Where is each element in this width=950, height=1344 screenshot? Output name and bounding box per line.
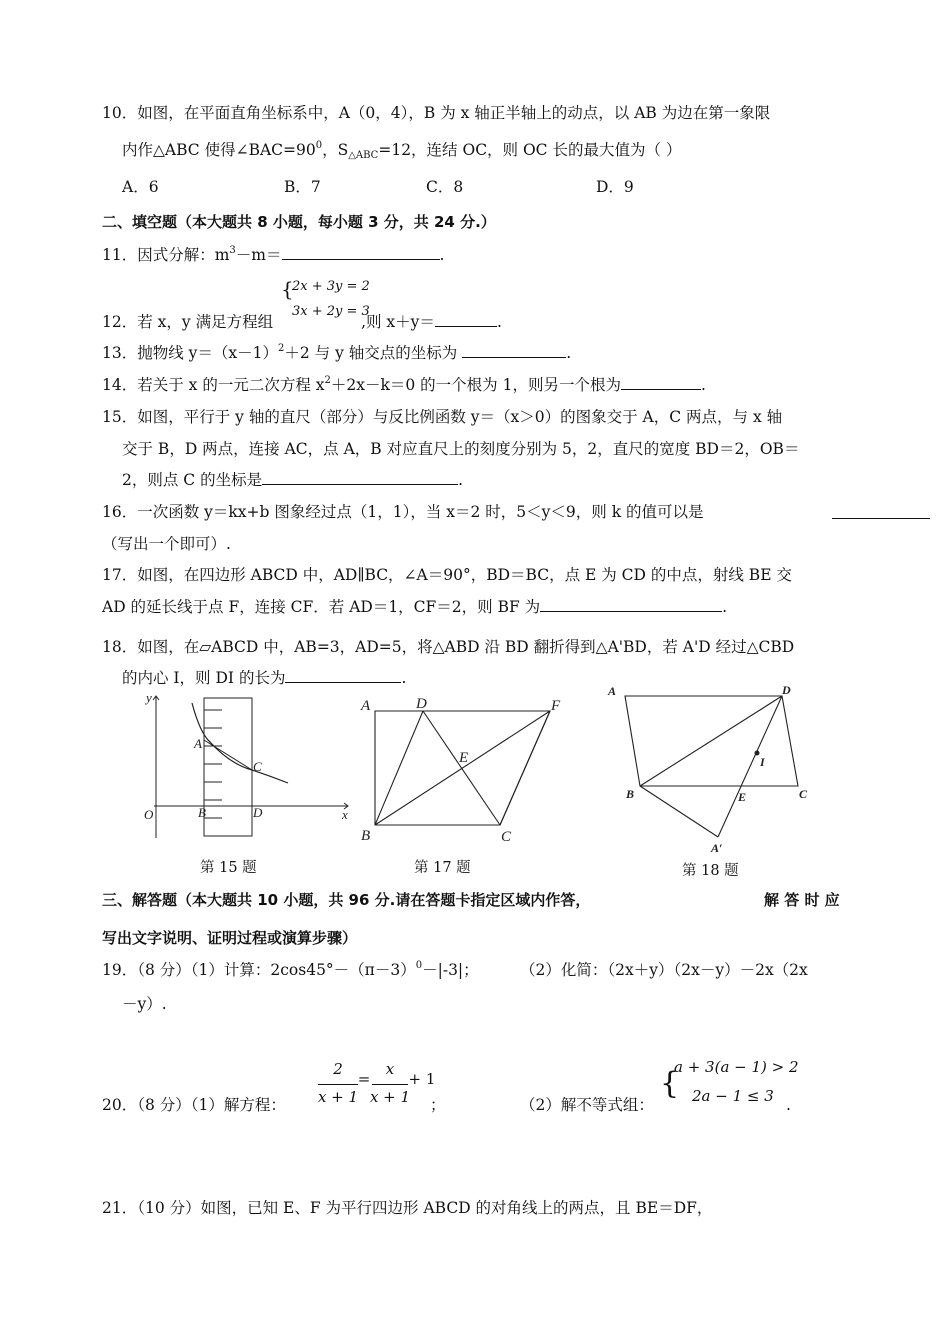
- fig18-label-a-prime: A′: [711, 841, 723, 855]
- figure-15: [140, 688, 355, 843]
- fig18-label-b: B: [626, 787, 635, 801]
- q12-brace: {: [281, 277, 294, 301]
- q10-option-d: D．9: [596, 178, 634, 196]
- fig18-label-a: A: [608, 684, 617, 698]
- q20-semicolon: ；: [430, 1096, 446, 1114]
- q20-frac2-num: x: [385, 1060, 395, 1078]
- q19-part1-sup: 0: [415, 960, 423, 971]
- q20-equals: =: [357, 1070, 371, 1088]
- q19-line2: －y）.: [122, 995, 167, 1013]
- q13: [102, 342, 571, 367]
- fig17-line-bd: [375, 711, 423, 825]
- q17-answer-blank[interactable]: [540, 596, 722, 612]
- q20-frac2-bar: [372, 1084, 408, 1085]
- q12: [102, 311, 502, 333]
- fig18-diagonal-bd: [640, 696, 782, 786]
- q16-line2: （写出一个即可）.: [102, 535, 231, 553]
- q20-label: 20．（8 分）（1）解方程：: [102, 1096, 286, 1114]
- q20-frac1-num: 2: [333, 1060, 343, 1078]
- q11-b: －m＝: [235, 246, 282, 264]
- fig15-label-a: A: [194, 736, 202, 751]
- section3-heading-line1: 三、解答题（本大题共 10 小题，共 96 分.请在答题卡指定区域内作答，: [102, 891, 591, 909]
- q10-line2-sub: △ABC: [348, 150, 379, 161]
- q10-line2-sup: 0: [315, 140, 323, 151]
- q20-frac1-bar: [318, 1084, 358, 1085]
- q14-b: ＋2x－k＝0 的一个根为 1，则另一个根为: [330, 376, 621, 394]
- q12-eq1: 2x + 3y = 2: [292, 279, 370, 294]
- q11-end: .: [439, 246, 445, 264]
- q15-line3: [122, 469, 463, 491]
- fig15-label-d: D: [253, 805, 263, 820]
- q15-end: .: [458, 471, 464, 489]
- q17-line2: [102, 596, 727, 618]
- q17-line2-text: AD 的延长线于点 F，连接 CF．若 AD＝1，CF＝2，则 BF 为: [102, 598, 541, 616]
- fig17-label-d: D: [416, 696, 427, 712]
- q14-answer-blank[interactable]: [621, 374, 701, 390]
- q20-ineq2: 2a − 1 ≤ 3: [692, 1087, 774, 1105]
- q10-line2-a: 内作△ABC 使得∠BAC=90: [122, 141, 316, 159]
- q20-brace: {: [660, 1066, 680, 1101]
- fig15-label-y: y: [146, 690, 152, 705]
- q20-plus-one: + 1: [408, 1070, 436, 1088]
- q14-a: 14．若关于 x 的一元二次方程 x: [102, 376, 325, 394]
- q15-line1: 15．如图，平行于 y 轴的直尺（部分）与反比例函数 y＝（x＞0）的图象交于 A，C 两点，与 x 轴: [102, 408, 783, 426]
- q11-a: 11．因式分解：m: [102, 246, 230, 264]
- q12-system-eq1: [281, 277, 370, 301]
- fig17-line-bf: [375, 711, 550, 825]
- fig18-label-c: C: [799, 787, 808, 801]
- q13-sup: 2: [278, 343, 285, 354]
- q16-answer-blank[interactable]: [832, 503, 930, 519]
- section2-heading: 二、填空题（本大题共 8 小题，每小题 3 分，共 24 分.）: [102, 213, 496, 231]
- q17-end: .: [722, 598, 728, 616]
- q10-line2: [122, 139, 681, 164]
- fig15-segment-ac: [204, 740, 252, 770]
- fig17-label-b: B: [361, 828, 371, 844]
- figure-17: [355, 693, 575, 848]
- fig15-label-o: O: [144, 807, 154, 822]
- q19-part1-a: 19．（8 分）（1）计算：2cos45°－（π－3）: [102, 961, 416, 979]
- fig17-label-f: F: [551, 698, 561, 714]
- fig17-line-dc: [423, 711, 500, 825]
- q12-answer-blank[interactable]: [435, 311, 497, 327]
- q13-answer-blank[interactable]: [462, 342, 566, 358]
- q15-line2: 交于 B，D 两点，连接 AC，点 A，B 对应直尺上的刻度分别为 5，2，直尺的宽度 BD＝2，OB＝: [122, 440, 800, 458]
- q10-option-c: C．8: [426, 178, 464, 196]
- q19-line1: [102, 959, 479, 984]
- fig18-caption: 第 18 题: [682, 863, 739, 879]
- q14: [102, 374, 706, 399]
- q13-b: ＋2 与 y 轴交点的坐标为: [284, 344, 463, 362]
- q20-ineq1: a + 3(a − 1) > 2: [674, 1058, 799, 1076]
- q18-answer-blank[interactable]: [285, 667, 401, 683]
- q14-sup: 2: [324, 375, 331, 386]
- q20-frac1-den: x + 1: [317, 1088, 359, 1106]
- q18-end: .: [401, 669, 407, 687]
- q20-end: .: [786, 1096, 791, 1114]
- q10-line2-c: =12，连结 OC，则 OC 长的最大值为（ ）: [378, 141, 682, 159]
- figure-18: [600, 680, 820, 855]
- fig15-label-x: x: [342, 807, 348, 822]
- q20-part2-label: （2）解不等式组：: [520, 1096, 654, 1114]
- fig18-label-d: D: [782, 683, 791, 697]
- fig17-label-c: C: [501, 829, 512, 845]
- fig17-caption: 第 17 题: [414, 860, 471, 876]
- fig18-label-e: E: [738, 790, 747, 804]
- q10-option-a: A．6: [122, 178, 159, 196]
- q12-a: 12．若 x，y 满足方程组: [102, 313, 274, 331]
- q10-line2-b: ，S: [322, 141, 349, 159]
- q11-sup: 3: [229, 245, 236, 256]
- fig17-line-cf: [500, 711, 550, 825]
- fig15-caption: 第 15 题: [200, 860, 257, 876]
- q10-line1: 10．如图，在平面直角坐标系中，A（0，4），B 为 x 轴正半轴上的动点，以 AB 为边在第一象限: [102, 104, 771, 122]
- q14-end: .: [700, 376, 706, 394]
- q12-end: .: [496, 313, 502, 331]
- q12-system-eq2: 3x + 2y = 3: [292, 304, 370, 319]
- fig18-line-da2: [718, 696, 782, 837]
- fig15-ruler-ticks: [204, 710, 222, 818]
- q21-line1: 21．（10 分）如图，已知 E、F 为平行四边形 ABCD 的对角线上的两点，且 BE＝DF，: [102, 1199, 713, 1217]
- q15-answer-blank[interactable]: [262, 469, 458, 485]
- q11: [102, 244, 444, 269]
- section3-heading-line1-right: 解 答 时 应: [764, 891, 840, 909]
- fig15-curve: [192, 703, 288, 783]
- q18-line2: [122, 667, 406, 689]
- q19-part1-b: －|-3|；: [422, 961, 479, 979]
- q13-a: 13．抛物线 y＝（x－1）: [102, 344, 279, 362]
- q11-answer-blank[interactable]: [282, 244, 440, 260]
- fig15-label-c: C: [253, 759, 262, 774]
- fig17-label-e: E: [459, 750, 469, 766]
- q15-line3-text: 2，则点 C 的坐标是: [122, 471, 263, 489]
- q18-line1: 18．如图，在▱ABCD 中，AB=3，AD=5，将△ABD 沿 BD 翻折得到△A'BD，若 A'D 经过△CBD: [102, 638, 795, 656]
- fig18-label-i: I: [760, 755, 765, 769]
- q10-option-b: B．7: [284, 178, 321, 196]
- q12-b: ,则 x＋y＝: [361, 313, 435, 331]
- q19-part2: （2）化简：（2x＋y）（2x－y）－2x（2x: [520, 961, 808, 979]
- section3-heading-line2: 写出文字说明、证明过程或演算步骤）: [102, 929, 358, 947]
- q17-line1: 17．如图，在四边形 ABCD 中，AD∥BC，∠A＝90°，BD＝BC，点 E 为 CD 的中点，射线 BE 交: [102, 566, 792, 584]
- fig15-label-b: B: [198, 805, 206, 820]
- q18-line2-text: 的内心 I，则 DI 的长为: [122, 669, 286, 687]
- fig18-point-i: [755, 751, 760, 756]
- q16-line1: 16．一次函数 y＝kx+b 图象经过点（1，1），当 x＝2 时，5＜y＜9，则 k 的值可以是: [102, 503, 704, 521]
- fig18-line-ba2: [640, 786, 718, 837]
- q20-frac2-den: x + 1: [369, 1088, 411, 1106]
- q13-end: .: [566, 344, 572, 362]
- fig17-label-a: A: [361, 698, 371, 714]
